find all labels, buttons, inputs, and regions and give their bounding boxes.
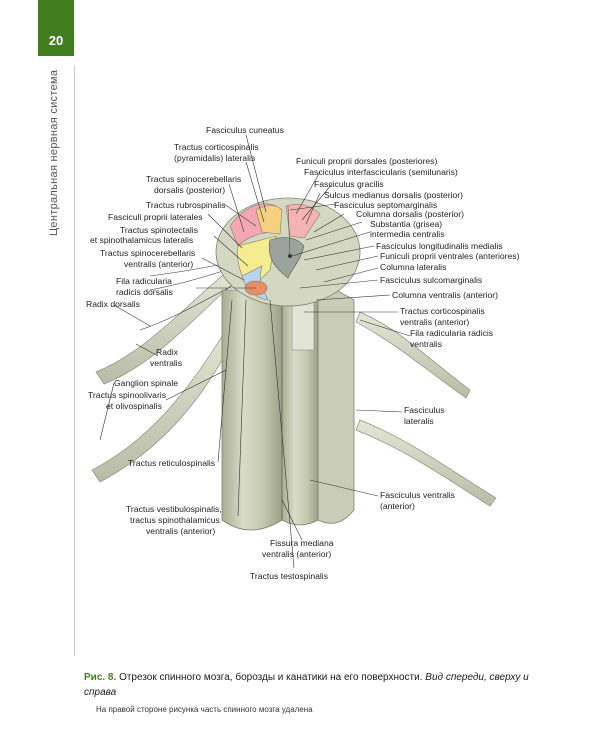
label-substantia-grisea-2: intermedia centralis bbox=[370, 229, 445, 239]
cross-section bbox=[216, 198, 360, 306]
section-title: Центральная нервная система bbox=[48, 70, 60, 237]
label-radix-ventralis-2: ventralis bbox=[150, 358, 182, 368]
label-fasciculus-cuneatus: Fasciculus cuneatus bbox=[206, 125, 284, 135]
label-spinocerebellaris-dors-2: dorsalis (posterior) bbox=[154, 185, 226, 195]
cord-body bbox=[222, 280, 354, 530]
label-funiculi-proprii-dors: Funiculi proprii dorsales (posteriores) bbox=[296, 156, 438, 166]
label-fissura-mediana-2: ventralis (anterior) bbox=[262, 549, 332, 559]
label-rubrospinalis: Tractus rubrospinalis bbox=[146, 200, 226, 210]
label-fasciculus-interfascicularis: Fasciculus interfascicularis (semilunaris) bbox=[304, 167, 458, 177]
label-fasciculus-septomarginalis: Fasciculus septomarginalis bbox=[334, 200, 438, 210]
label-fissura-mediana: Fissura mediana bbox=[270, 538, 334, 548]
label-corticospinalis-ventr: Tractus corticospinalis bbox=[400, 306, 485, 316]
label-fasciculus-sulcomarginalis: Fasciculus sulcomarginalis bbox=[380, 275, 483, 285]
label-fila-radicularia-ventr-2: ventralis bbox=[410, 339, 442, 349]
page-number: 20 bbox=[38, 0, 74, 56]
label-vestibulospinalis-2: tractus spinothalamicus bbox=[130, 515, 220, 525]
label-spinoolivaris-2: et olivospinalis bbox=[106, 401, 162, 411]
label-radix-ventralis: Radix bbox=[156, 347, 178, 357]
label-spinotectalis-2: et spinothalamicus lateralis bbox=[90, 235, 194, 245]
label-testospinalis: Tractus testospinalis bbox=[250, 571, 329, 581]
label-fila-radicularia-dors-2: radicis dorsalis bbox=[116, 287, 173, 297]
label-sulcus-medianus: Sulcus medianus dorsalis (posterior) bbox=[324, 190, 463, 200]
caption-text: Отрезок спинного мозга, борозды и канатики на его поверхности. bbox=[119, 672, 423, 683]
label-corticospinalis-lat: Tractus corticospinalis bbox=[174, 142, 259, 152]
label-fasciculi-proprii-lat: Fasciculi proprii laterales bbox=[108, 212, 203, 222]
figure-note: На правой стороне рисунка часть спинного мозга удалена bbox=[96, 705, 313, 714]
label-vestibulospinalis: Tractus vestibulospinalis, bbox=[126, 504, 222, 514]
label-fila-radicularia-dors: Fila radicularia bbox=[116, 276, 172, 286]
label-columna-ventralis: Columna ventralis (anterior) bbox=[392, 290, 499, 300]
label-columna-lateralis: Columna lateralis bbox=[380, 262, 447, 272]
label-fasciculus-lateralis-2: lateralis bbox=[404, 416, 434, 426]
figure-caption bbox=[84, 670, 544, 700]
label-spinocerebellaris-ventr: Tractus spinocerebellaris bbox=[100, 248, 196, 258]
label-fila-radicularia-ventr: Fila radicularia radicis bbox=[410, 328, 494, 338]
label-columna-dorsalis: Columna dorsalis (posterior) bbox=[356, 209, 464, 219]
label-substantia-grisea: Substantia (grisea) bbox=[370, 219, 443, 229]
label-fasciculus-lateralis: Fasciculus bbox=[404, 405, 445, 415]
label-fasciculus-gracilis: Fasciculus gracilis bbox=[314, 179, 384, 189]
label-reticulospinalis: Tractus reticulospinalis bbox=[128, 458, 216, 468]
label-fasciculus-ventralis: Fasciculus ventralis bbox=[380, 490, 455, 500]
label-ganglion-spinale: Ganglion spinale bbox=[114, 378, 179, 388]
label-spinocerebellaris-dors: Tractus spinocerebellaris bbox=[146, 174, 242, 184]
label-spinocerebellaris-ventr-2: ventralis (anterior) bbox=[124, 259, 194, 269]
label-radix-dorsalis: Radix dorsalis bbox=[86, 299, 140, 309]
figure-number: Рис. 8. bbox=[84, 672, 117, 683]
label-spinoolivaris: Tractus spinoolivaris bbox=[88, 390, 167, 400]
caption-view: Вид спереди, сверху и справа bbox=[84, 672, 529, 698]
label-corticospinalis-lat-2: (pyramidalis) lateralis bbox=[174, 153, 256, 163]
label-fasciculus-ventralis-2: (anterior) bbox=[380, 501, 415, 511]
label-fasciculus-longitudinalis: Fasciculus longitudinalis medialis bbox=[376, 241, 503, 251]
label-corticospinalis-ventr-2: ventralis (anterior) bbox=[400, 317, 470, 327]
label-vestibulospinalis-3: ventralis (anterior) bbox=[146, 526, 216, 536]
label-spinotectalis: Tractus spinotectalis bbox=[120, 225, 199, 235]
label-funiculi-proprii-ventr: Funiculi proprii ventrales (anteriores) bbox=[380, 251, 520, 261]
